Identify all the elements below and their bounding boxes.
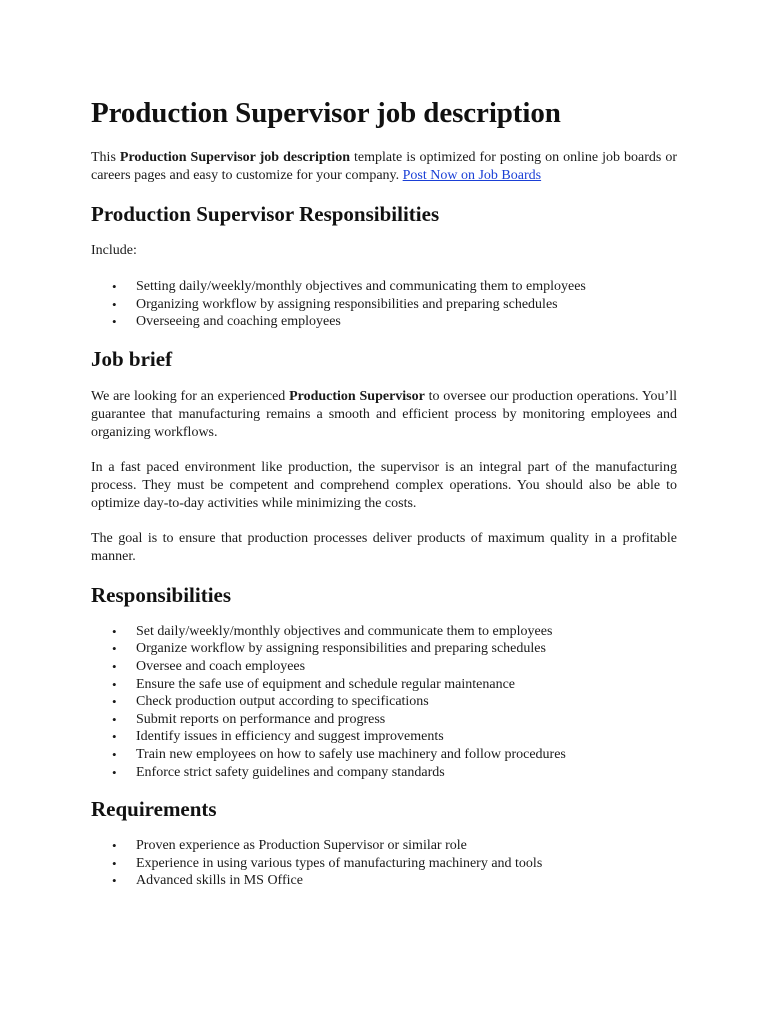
job-brief-p1-suffix: to oversee our production operations. You’ll guarantee that manufacturing remains a smooth and efficient process by monitoring employees and organizing workflows. xyxy=(91,388,677,440)
job-brief-paragraph-3: The goal is to ensure that production processes deliver products of maximum quality in a profitable manner. xyxy=(91,530,677,564)
intro-paragraph xyxy=(91,149,677,185)
list-item: • Check production output according to specifications xyxy=(91,693,677,711)
list-item: • Setting daily/weekly/monthly objectives and communicating them to employees xyxy=(91,278,677,296)
intro-prefix: This xyxy=(91,150,120,165)
include-list xyxy=(91,278,677,331)
section-heading-responsibilities: Responsibilities xyxy=(91,582,232,607)
list-item: • Experience in using various types of manufacturing machinery and tools xyxy=(91,855,677,873)
list-item: • Train new employees on how to safely use machinery and follow procedures xyxy=(91,746,677,764)
job-brief-p1-prefix: We are looking for an experienced xyxy=(91,388,290,404)
include-label: Include: xyxy=(91,243,137,258)
list-item: • Organizing workflow by assigning responsibilities and preparing schedules xyxy=(91,296,677,314)
list-item: • Organize workflow by assigning responsibilities and preparing schedules xyxy=(91,640,677,658)
list-item: • Submit reports on performance and progress xyxy=(91,711,677,729)
list-item: • Ensure the safe use of equipment and schedule regular maintenance xyxy=(91,676,677,694)
post-now-link[interactable]: Post Now on Job Boards xyxy=(402,168,542,183)
section-heading-production-supervisor-responsibilities: Production Supervisor Responsibilities xyxy=(91,202,440,226)
list-item: • Proven experience as Production Supervisor or similar role xyxy=(91,837,677,855)
list-item: • Overseeing and coaching employees xyxy=(91,313,677,331)
job-brief-paragraph-1 xyxy=(91,388,677,442)
list-item: • Oversee and coach employees xyxy=(91,658,677,676)
job-brief-p1-bold: Production Supervisor xyxy=(289,388,425,404)
section-heading-job-brief: Job brief xyxy=(91,346,173,371)
requirements-list xyxy=(91,837,677,890)
list-item: • Advanced skills in MS Office xyxy=(91,872,677,890)
list-item: • Enforce strict safety guidelines and company standards xyxy=(91,764,677,782)
responsibilities-list xyxy=(91,623,677,781)
job-brief-paragraph-2: In a fast paced environment like production, the supervisor is an integral part of the manufacturing process. They must be competent and comprehend complex operations. You should also be able to optimize day-to-day activities while minimizing the costs. xyxy=(91,459,677,511)
list-item: • Identify issues in efficiency and suggest improvements xyxy=(91,728,677,746)
page-title: Production Supervisor job description xyxy=(91,97,561,129)
intro-suffix: template is optimized for posting on online job boards or careers pages and easy to customize for your company. xyxy=(91,150,678,183)
intro-bold-title: Production Supervisor job description xyxy=(119,150,350,165)
section-heading-requirements: Requirements xyxy=(91,797,217,822)
list-item: • Set daily/weekly/monthly objectives and communicate them to employees xyxy=(91,623,677,641)
